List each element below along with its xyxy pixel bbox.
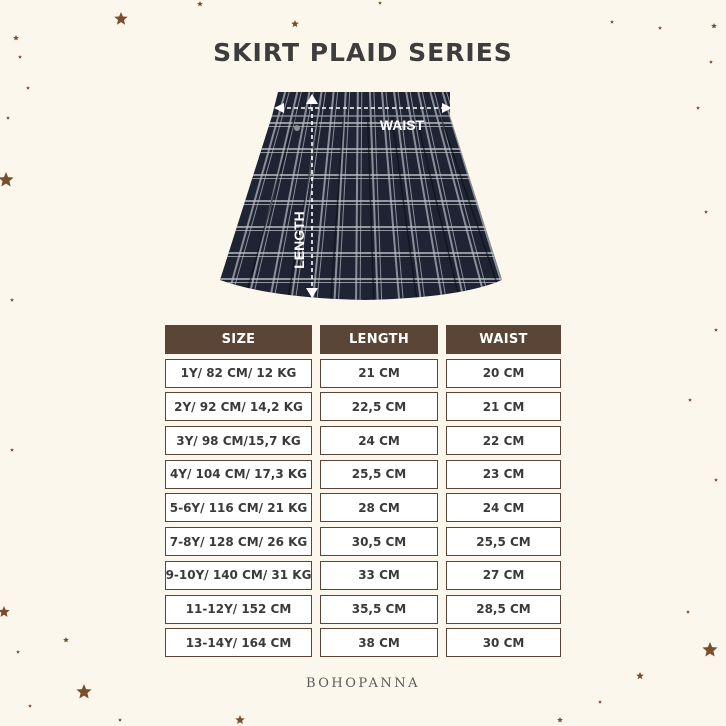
star-icon — [114, 12, 127, 25]
button-icon — [294, 125, 300, 131]
star-icon — [197, 1, 203, 6]
star-icon — [686, 610, 690, 614]
size-cell: 11-12Y/ 152 CM — [165, 595, 312, 624]
header-waist: WAIST — [446, 325, 561, 354]
star-icon — [16, 650, 20, 654]
size-cell: 7-8Y/ 128 CM/ 26 KG — [165, 527, 312, 556]
length-cell: 21 CM — [320, 359, 438, 388]
waist-cell: 25,5 CM — [446, 527, 561, 556]
star-icon — [688, 398, 692, 402]
waist-cell: 23 CM — [446, 460, 561, 489]
star-icon — [0, 172, 14, 187]
star-icon — [598, 700, 602, 704]
brand-logo-text: BOHOPANNA — [305, 676, 421, 691]
size-cell: 4Y/ 104 CM/ 17,3 KG — [165, 460, 312, 489]
waist-cell: 27 CM — [446, 561, 561, 590]
length-cell: 22,5 CM — [320, 392, 438, 421]
length-cell: 35,5 CM — [320, 595, 438, 624]
star-icon — [63, 637, 69, 642]
size-cell: 1Y/ 82 CM/ 12 KG — [165, 359, 312, 388]
star-icon — [714, 328, 718, 332]
waist-label: WAIST — [379, 117, 425, 133]
star-icon — [711, 23, 717, 28]
length-column — [320, 325, 438, 657]
header-length: LENGTH — [320, 325, 438, 354]
length-label: LENGTH — [291, 211, 307, 269]
size-cell: 9-10Y/ 140 CM/ 31 KG — [165, 561, 312, 590]
star-icon — [118, 718, 122, 722]
size-cell: 13-14Y/ 164 CM — [165, 628, 312, 657]
star-icon — [704, 210, 708, 214]
size-column — [165, 325, 312, 657]
waist-column — [446, 325, 561, 657]
length-cell: 28 CM — [320, 493, 438, 522]
waist-cell: 20 CM — [446, 359, 561, 388]
star-icon — [26, 86, 30, 90]
star-icon — [0, 606, 10, 617]
waist-cell: 21 CM — [446, 392, 561, 421]
length-cell: 30,5 CM — [320, 527, 438, 556]
size-cell: 5-6Y/ 116 CM/ 21 KG — [165, 493, 312, 522]
star-icon — [658, 26, 662, 30]
page-title: SKIRT PLAID SERIES — [213, 38, 513, 67]
star-icon — [378, 1, 382, 5]
star-icon — [10, 298, 14, 302]
star-icon — [10, 448, 14, 452]
waist-cell: 28,5 CM — [446, 595, 561, 624]
star-icon — [610, 20, 614, 24]
star-icon — [696, 106, 700, 110]
waist-cell: 30 CM — [446, 628, 561, 657]
waist-cell: 24 CM — [446, 493, 561, 522]
skirt-diagram — [210, 88, 510, 310]
size-cell: 2Y/ 92 CM/ 14,2 KG — [165, 392, 312, 421]
star-icon — [557, 717, 563, 722]
waist-cell: 22 CM — [446, 426, 561, 455]
star-icon — [702, 642, 717, 657]
length-cell: 24 CM — [320, 426, 438, 455]
length-cell: 33 CM — [320, 561, 438, 590]
star-icon — [6, 116, 10, 120]
star-icon — [714, 478, 718, 482]
star-icon — [235, 715, 245, 724]
star-icon — [291, 20, 299, 27]
size-cell: 3Y/ 98 CM/15,7 KG — [165, 426, 312, 455]
length-cell: 25,5 CM — [320, 460, 438, 489]
length-cell: 38 CM — [320, 628, 438, 657]
header-size: SIZE — [165, 325, 312, 354]
star-icon — [28, 704, 32, 708]
